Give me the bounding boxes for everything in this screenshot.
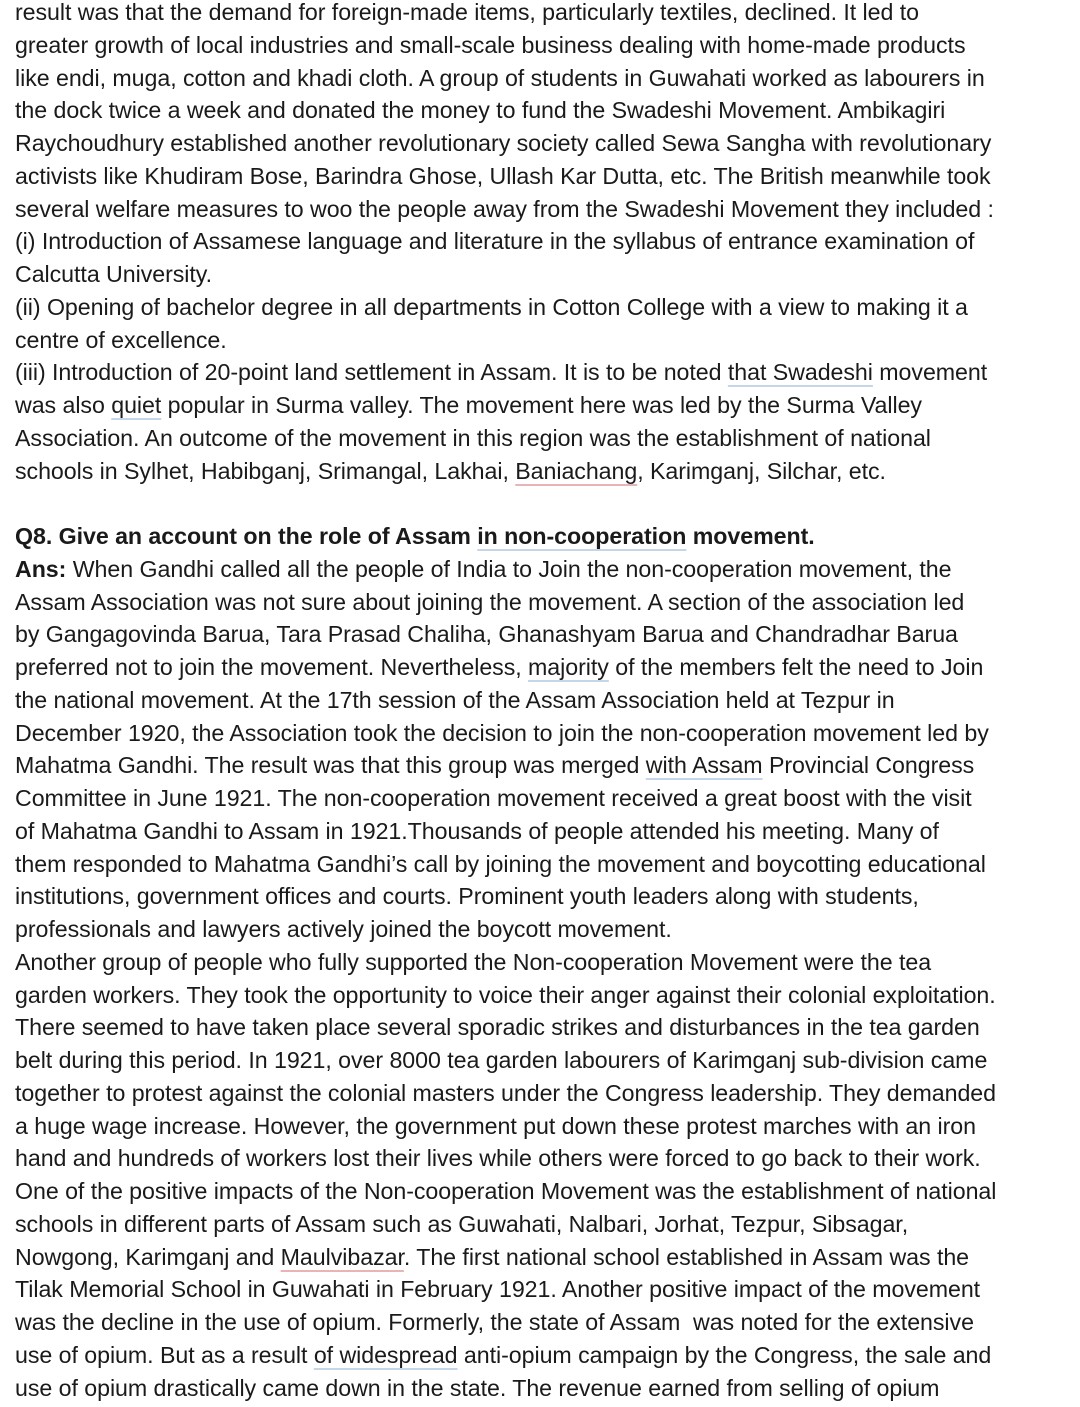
text-span: (iii) Introduction of 20-point land settlement in Assam. It is to be noted	[15, 359, 728, 386]
text-line: Assam Association was not sure about joining the movement. A section of the association led	[15, 588, 965, 615]
text-line: Committee in June 1921. The non-cooperation movement received a great boost with the visit	[15, 785, 972, 811]
text-line: There seemed to have taken place several sporadic strikes and disturbances in the tea garden	[15, 1014, 980, 1041]
spelling-error[interactable]: Maulvibazar	[280, 1243, 404, 1270]
document-body	[15, 0, 1077, 1404]
text-line: December 1920, the Association took the decision to join the non-cooperation movement led by	[15, 719, 989, 746]
text-span: Provincial Congress	[762, 752, 975, 779]
text-line	[15, 389, 1077, 422]
text-line: a huge wage increase. However, the government put down these protest marches with an iron	[15, 1112, 976, 1139]
text-line: Raychoudhury established another revolutionary society called Sewa Sangha with revolutionary	[15, 130, 992, 156]
grammar-suggestion[interactable]: in non-cooperation	[477, 523, 687, 549]
text-line: One of the positive impacts of the Non-cooperation Movement was the establishment of national	[15, 1178, 997, 1204]
text-line	[15, 749, 1077, 782]
text-span: , Karimganj, Silchar, etc.	[637, 457, 886, 484]
answer-paragraph	[15, 553, 1077, 946]
text-line: result was that the demand for foreign-made items, particularly textiles, declined. It led to	[15, 0, 919, 25]
text-line: belt during this period. In 1921, over 8000 tea garden labourers of Karimganj sub-division came	[15, 1047, 988, 1073]
text-line: like endi, muga, cotton and khadi cloth. A group of students in Guwahati worked as labourers in	[15, 64, 985, 91]
text-line: hand and hundreds of workers lost their lives while others were forced to go back to their work.	[15, 1145, 981, 1172]
text-span: anti-opium campaign by the Congress, the sale and	[457, 1341, 992, 1368]
text-line: the dock twice a week and donated the money to fund the Swadeshi Movement. Ambikagiri	[15, 97, 946, 124]
text-line: was the decline in the use of opium. Formerly, the state of Assam was noted for the extensive	[15, 1309, 974, 1335]
tea-garden-paragraph	[15, 946, 1077, 1175]
text-span: . The first national school established in Assam was the	[403, 1243, 970, 1270]
question-heading	[15, 520, 1077, 553]
grammar-suggestion[interactable]: majority	[528, 654, 609, 680]
answer-label: Ans:	[15, 555, 67, 582]
text-span: schools in Sylhet, Habibganj, Srimangal, Lakhai,	[15, 457, 516, 484]
text-line: use of opium drastically came down in the state. The revenue earned from selling of opium	[15, 1374, 940, 1401]
text-span: movement.	[686, 523, 815, 549]
text-line	[15, 1339, 1077, 1372]
text-span: Mahatma Gandhi. The result was that this group was merged	[15, 752, 646, 779]
text-line: garden workers. They took the opportunity to voice their anger against their colonial exploitation.	[15, 981, 996, 1008]
text-line	[15, 1241, 1077, 1274]
intro-paragraph	[15, 0, 1077, 487]
grammar-suggestion[interactable]: quiet	[111, 392, 162, 418]
text-span: movement	[872, 359, 988, 386]
list-item-i: (i) Introduction of Assamese language and literature in the syllabus of entrance examination of	[15, 228, 975, 255]
list-item-ii: (ii) Opening of bachelor degree in all departments in Cotton College with a view to making it a	[15, 293, 968, 320]
text-line: Association. An outcome of the movement in this region was the establishment of national	[15, 424, 931, 451]
text-line: them responded to Mahatma Gandhi’s call by joining the movement and boycotting educational	[15, 850, 986, 877]
spelling-error[interactable]: Baniachang	[515, 457, 638, 484]
text-span: of the members felt the need to Join	[608, 654, 984, 680]
text-span: Q8. Give an account on the role of Assam	[15, 523, 478, 549]
list-item-ii-cont: centre of excellence.	[15, 326, 227, 353]
text-line: institutions, government offices and courts. Prominent youth leaders along with students,	[15, 883, 919, 910]
text-line: greater growth of local industries and small-scale business dealing with home-made products	[15, 31, 966, 58]
blank-line	[15, 487, 1077, 520]
text-span: popular in Surma valley. The movement here was led by the Surma Valley	[161, 392, 922, 418]
text-line: professionals and lawyers actively joined the boycott movement.	[15, 916, 672, 942]
text-span: Nowgong, Karimganj and	[15, 1243, 281, 1270]
text-line: the national movement. At the 17th session of the Assam Association held at Tezpur in	[15, 686, 895, 713]
text-span: was also	[15, 392, 112, 418]
text-line: Another group of people who fully supported the Non-cooperation Movement were the tea	[15, 948, 932, 975]
text-line: activists like Khudiram Bose, Barindra Ghose, Ullash Kar Dutta, etc. The British meanwhile took	[15, 162, 991, 189]
text-line: together to protest against the colonial masters under the Congress leadership. They demanded	[15, 1079, 996, 1106]
positive-impacts-paragraph	[15, 1175, 1077, 1404]
text-line: Tilak Memorial School in Guwahati in February 1921. Another positive impact of the movement	[15, 1276, 981, 1303]
text-line: of Mahatma Gandhi to Assam in 1921.Thousands of people attended his meeting. Many of	[15, 817, 939, 844]
grammar-suggestion[interactable]: with Assam	[645, 752, 763, 779]
text-line: several welfare measures to woo the people away from the Swadeshi Movement they included :	[15, 195, 994, 222]
grammar-suggestion[interactable]: of widespread	[313, 1341, 458, 1368]
text-span: preferred not to join the movement. Nevertheless,	[15, 654, 529, 680]
text-span: When Gandhi called all the people of India to Join the non-cooperation movement, the	[66, 555, 952, 582]
list-item-iii	[15, 356, 1077, 389]
text-span: use of opium. But as a result	[15, 1341, 314, 1368]
text-line	[15, 651, 1077, 684]
grammar-suggestion[interactable]: that Swadeshi	[727, 359, 873, 386]
text-line	[15, 455, 1077, 488]
list-item-i-cont: Calcutta University.	[15, 261, 213, 287]
text-line	[15, 553, 1077, 586]
text-line: schools in different parts of Assam such as Guwahati, Nalbari, Jorhat, Tezpur, Sibsagar,	[15, 1210, 909, 1237]
text-line: by Gangagovinda Barua, Tara Prasad Chaliha, Ghanashyam Barua and Chandradhar Barua	[15, 621, 958, 648]
